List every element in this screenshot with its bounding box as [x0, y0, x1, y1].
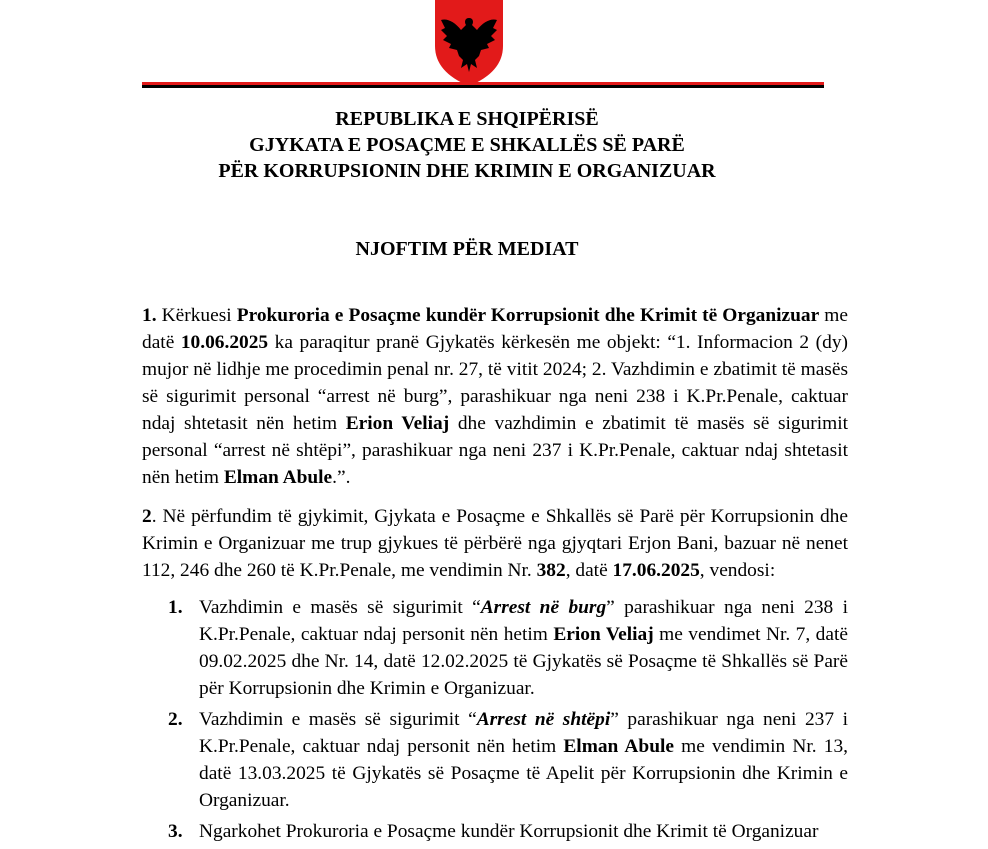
paragraph-1 [142, 302, 848, 491]
measure-name: Arrest në burg [480, 597, 607, 618]
measure-name: Arrest në shtëpi [476, 709, 611, 730]
person-name: Elman Abule [563, 736, 674, 757]
text-run: ” parashikuar nga neni 237 i K.Pr.Penale, caktuar ndaj personit nën hetim [199, 709, 849, 757]
list-item [142, 594, 848, 702]
albanian-coat-of-arms-icon [431, 0, 507, 86]
text-run: dhe vazhdimin e zbatimit të masës së sigurimit personal “arrest në shtëpi”, parashikuar nga neni 237 i K.Pr.Penale, caktuar ndaj shtetasit nën hetim [142, 413, 848, 488]
list-item [142, 818, 848, 845]
text-run: ” parashikuar nga neni 238 i K.Pr.Penale, caktuar ndaj personit nën hetim [199, 597, 849, 645]
text-run: , datë [565, 560, 613, 581]
decision-date: 17.06.2025 [612, 560, 700, 581]
request-date: 10.06.2025 [180, 332, 269, 353]
text-run: me vendimet Nr. 7, datë 09.02.2025 dhe Nr. 14, datë 12.02.2025 të Gjykatës së Posaçme të Shkallës së Parë për Korrupsionin dhe Krimin e Organizuar. [199, 624, 848, 699]
list-number: 2. [168, 709, 183, 730]
decision-list [142, 594, 848, 849]
header-line-2: GJYKATA E POSAÇME E SHKALLËS SË PARË [249, 134, 685, 156]
paragraph-2 [142, 503, 848, 584]
header-rule-black [142, 85, 824, 88]
text-run: , vendosi: [699, 560, 776, 581]
person-name: Erion Veliaj [553, 624, 654, 645]
list-number: 1. [168, 597, 183, 618]
text-run: Ngarkohet Prokuroria e Posaçme kundër Korrupsionit dhe Krimit të Organizuar [199, 821, 819, 842]
list-number: 3. [168, 821, 183, 842]
header-line-3: PËR KORRUPSIONIN DHE KRIMIN E ORGANIZUAR [218, 160, 716, 182]
text-run: me vendimin Nr. 13, datë 13.03.2025 të Gjykatës së Posaçme të Apelit për Korrupsionin dhe Krimin e Organizuar. [199, 736, 848, 811]
text-run: Vazhdimin e masës së sigurimit “ [199, 597, 481, 618]
person-name: Erion Veliaj [345, 413, 450, 434]
paragraph-number: 1. [142, 305, 157, 326]
person-name: Elman Abule [223, 467, 333, 488]
paragraph-number: 2 [142, 506, 152, 527]
list-item [142, 706, 848, 814]
text-run: Vazhdimin e masës së sigurimit “ [199, 709, 477, 730]
text-run: ka paraqitur pranë Gjykatës kërkesën me objekt: “1. Informacion 2 (dy) mujor në lidhje me procedimin penal nr. 27, të vitit 2024; 2. Vazhdimin e zbatimit të masës së sigurimit personal “arrest në burg”, parashikuar nga neni 238 i K.Pr.Penale, caktuar ndaj shtetasit nën hetim [142, 332, 848, 434]
header-line-1: REPUBLIKA E SHQIPËRISË [335, 108, 599, 130]
decision-number: 382 [536, 560, 566, 581]
court-header [142, 106, 792, 184]
text-run: Kërkuesi [156, 305, 237, 326]
requester-name: Prokuroria e Posaçme kundër Korrupsionit dhe Krimit të Organizuar [236, 305, 820, 326]
text-run: .”. [332, 467, 351, 488]
text-run: . Në përfundim të gjykimit, Gjykata e Posaçme e Shkallës së Parë për Korrupsionin dhe Krimin e Organizuar me trup gjykues të përbërë nga gjyqtari Erjon Bani, bazuar në nenet 112, 246 dhe 260 të K.Pr.Penale, me vendimin Nr. [142, 506, 848, 581]
text-run: me datë [142, 305, 848, 353]
page-title: NJOFTIM PËR MEDIAT [355, 238, 579, 260]
